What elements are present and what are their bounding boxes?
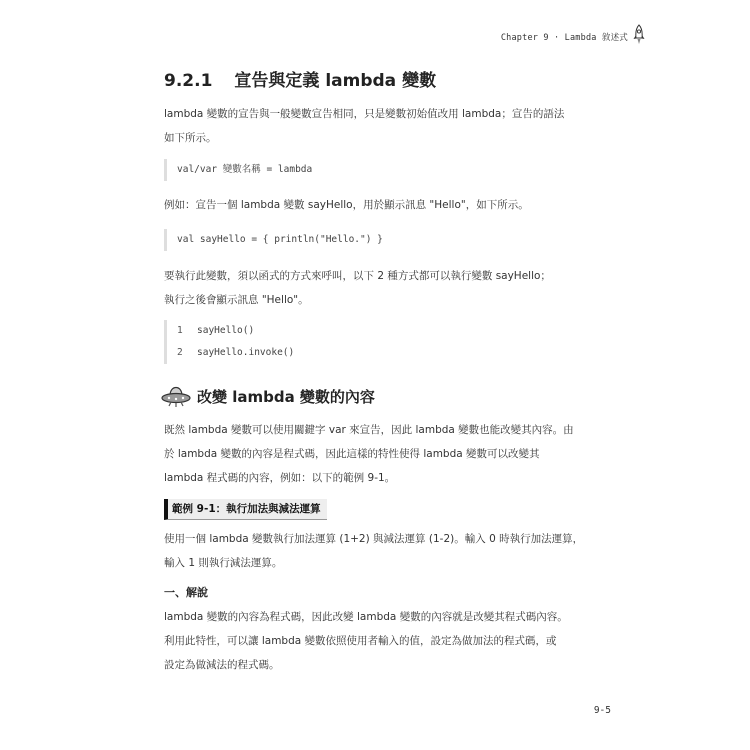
section-number: 9.2.1	[164, 71, 213, 91]
code-line	[177, 342, 602, 364]
paragraph-declaration: lambda 變數的宣告與一般變數宣告相同，只是變數初始值改用 lambda；宣告的語法 如下所示。	[164, 108, 565, 144]
section-title-text: 宣告與定義 lambda 變數	[234, 71, 437, 91]
example-label: 範例 9-1：執行加法與減法運算	[164, 499, 327, 520]
paragraph-example-desc: 使用一個 lambda 變數執行加法運算 (1+2) 與減法運算 (1-2)。輸入 0 時執行加法運算， 輸入 1 則執行減法運算。	[164, 533, 584, 569]
ufo-icon	[160, 384, 192, 408]
subsection-title: 改變 lambda 變數的內容	[197, 387, 375, 406]
subsection-heading	[160, 384, 375, 408]
code-block-sayhello	[164, 229, 602, 251]
paragraph-explanation: lambda 變數的內容為程式碼，因此改變 lambda 變數的內容就是改變其程式碼內容。 利用此特性，可以讓 lambda 變數依照使用者輸入的值，設定為做加法的程式碼，或 設定為做減法的程式碼。	[164, 611, 568, 671]
code-text: sayHello.invoke()	[197, 347, 295, 358]
running-head: Chapter 9 · Lambda 敘述式	[500, 33, 628, 43]
step-title: 一、解說	[164, 586, 208, 599]
code-text: sayHello()	[197, 325, 255, 336]
code-block-invoke	[164, 320, 602, 364]
rocket-icon	[632, 24, 646, 46]
paragraph-change-content: 既然 lambda 變數可以使用關鍵字 var 來宣告，因此 lambda 變數也能改變其內容。由 於 lambda 變數的內容是程式碼，因此這樣的特性使得 lambda 變數可以改變其 lambda 程式碼的內容，例如：以下的範例 9-1。	[164, 424, 574, 484]
paragraph-invoke: 要執行此變數，須以函式的方式來呼叫，以下 2 種方式都可以執行變數 sayHello； 執行之後會顯示訊息 "Hello"。	[164, 270, 551, 306]
line-number: 2	[177, 347, 183, 358]
code-line: val/var 變數名稱 = lambda	[177, 164, 313, 175]
line-number: 1	[177, 325, 183, 336]
section-heading	[164, 66, 436, 91]
code-line: val sayHello = { println("Hello.") }	[177, 234, 383, 245]
code-line	[177, 320, 602, 342]
page-number: 9-5	[593, 705, 611, 716]
code-block-syntax	[164, 159, 602, 181]
paragraph-example-intro: 例如：宣告一個 lambda 變數 sayHello，用於顯示訊息 "Hello"，如下所示。	[164, 199, 529, 211]
